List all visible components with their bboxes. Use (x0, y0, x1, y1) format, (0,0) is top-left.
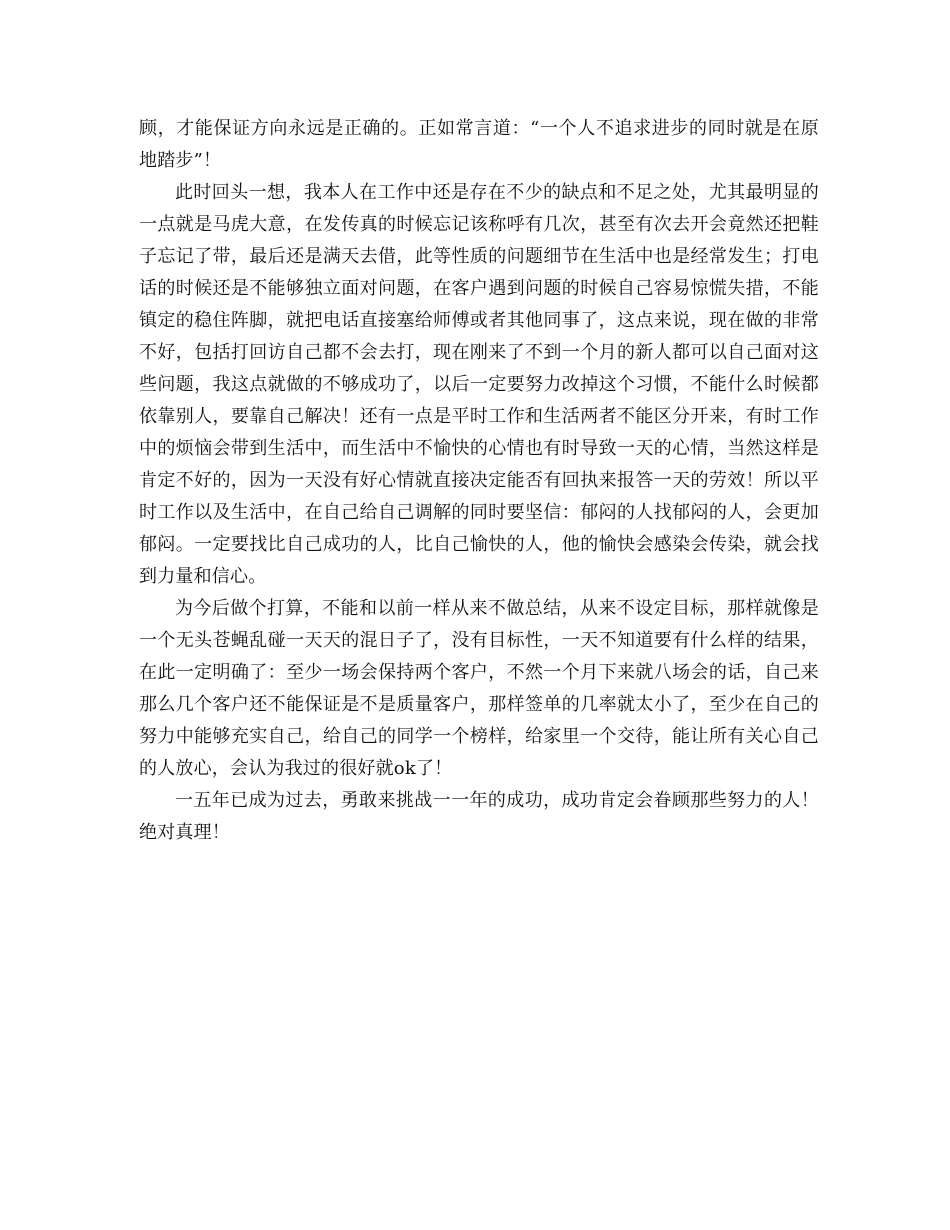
paragraph-2: 此时回头一想，我本人在工作中还是存在不少的缺点和不足之处，尤其最明显的一点就是马虎大意，在发传真的时候忘记该称呼有几次，甚至有次去开会竟然还把鞋子忘记了带，最后还是满天去借，此等性质的问题细节在生活中也是经常发生；打电话的时候还是不能够独立面对问题，在客户遇到问题的时候自己容易惊慌失措，不能镇定的稳住阵脚，就把电话直接塞给师傅或者其他同事了，这点来说，现在做的非常不好，包括打回访自己都不会去打，现在刚来了不到一个月的新人都可以自己面对这些问题，我这点就做的不够成功了，以后一定要努力改掉这个习惯，不能什么时候都依靠别人，要靠自己解决！还有一点是平时工作和生活两者不能区分开来，有时工作中的烦恼会带到生活中，而生活中不愉快的心情也有时导致一天的心情，当然这样是肯定不好的，因为一天没有好心情就直接决定能否有回执来报答一天的劳效！所以平时工作以及生活中，在自己给自己调解的同时要坚信：郁闷的人找郁闷的人，会更加郁闷。一定要找比自己成功的人，比自己愉快的人，他的愉快会感染会传染，就会找到力量和信心。 (139, 182, 819, 587)
paragraph-1: 顾，才能保证方向永远是正确的。正如常言道：“一个人不追求进步的同时就是在原地踏步”！ (139, 118, 819, 171)
paragraph-3: 为今后做个打算，不能和以前一样从来不做总结，从来不设定目标，那样就像是一个无头苍蝇乱碰一天天的混日子了，没有目标性，一天不知道要有什么样的结果，在此一定明确了：至少一场会保持两个客户，不然一个月下来就八场会的话，自己来那么几个客户还不能保证是不是质量客户，那样签单的几率就太小了，至少在自己的努力中能够充实自己，给自己的同学一个榜样，给家里一个交待，能让所有关心自己的人放心，会认为我过的很好就ok了！ (139, 598, 819, 779)
document-body (139, 113, 819, 849)
paragraph-4: 一五年已成为过去，勇敢来挑战一一年的成功，成功肯定会眷顾那些努力的人！绝对真理！ (139, 790, 819, 843)
